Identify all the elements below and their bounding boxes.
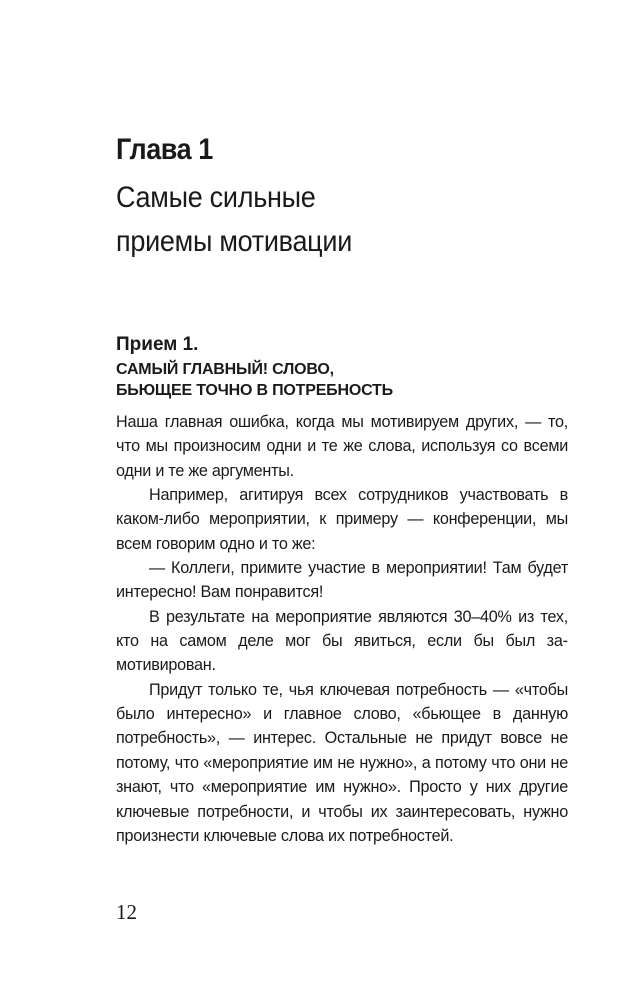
book-page <box>116 0 568 1000</box>
paragraph: Наша главная ошибка, когда мы мотивируем других, — то, что мы произносим одни и те же слова, используя со всеми одни и те же аргументы. <box>116 413 568 480</box>
section-title-line: БЬЮЩЕЕ ТОЧНО В ПОТРЕБНОСТЬ <box>116 382 393 399</box>
section-label: Прием 1. <box>116 334 199 355</box>
chapter-label: Глава 1 <box>116 133 213 166</box>
paragraph: Придут только те, чья ключевая потребность — «чтобы было интересно» и главное слово, «бьющее в данную потребность», — интерес. Остальные не придут вовсе не потому, что «мероприятие им не нужно», а потому что они не знают, что «мероприятие им нужно». Просто у них другие ключевые потребности, и чтобы их заинтересовать, нужно произнести ключевые слова их потребностей. <box>116 680 568 845</box>
paragraph: Например, агитируя всех сотрудников участвовать в каком-либо мероприятии, к примеру — конференции, мы всем говорим одно и то же: <box>116 486 568 553</box>
section-title-line: САМЫЙ ГЛАВНЫЙ! СЛОВО, <box>116 361 334 378</box>
chapter-title-line: Самые сильные <box>116 181 316 214</box>
chapter-title <box>116 176 378 264</box>
section-title <box>116 359 393 401</box>
paragraph: — Коллеги, примите участие в мероприятии! Там будет интересно! Вам понравится! <box>116 559 568 602</box>
page-number: 12 <box>116 900 137 924</box>
body-text <box>116 410 568 848</box>
chapter-title-line: приемы мотивации <box>116 225 353 258</box>
paragraph: В результате на мероприятие являются 30–40% из тех, кто на самом деле мог бы явиться, если бы был замотивирован. <box>116 607 568 675</box>
